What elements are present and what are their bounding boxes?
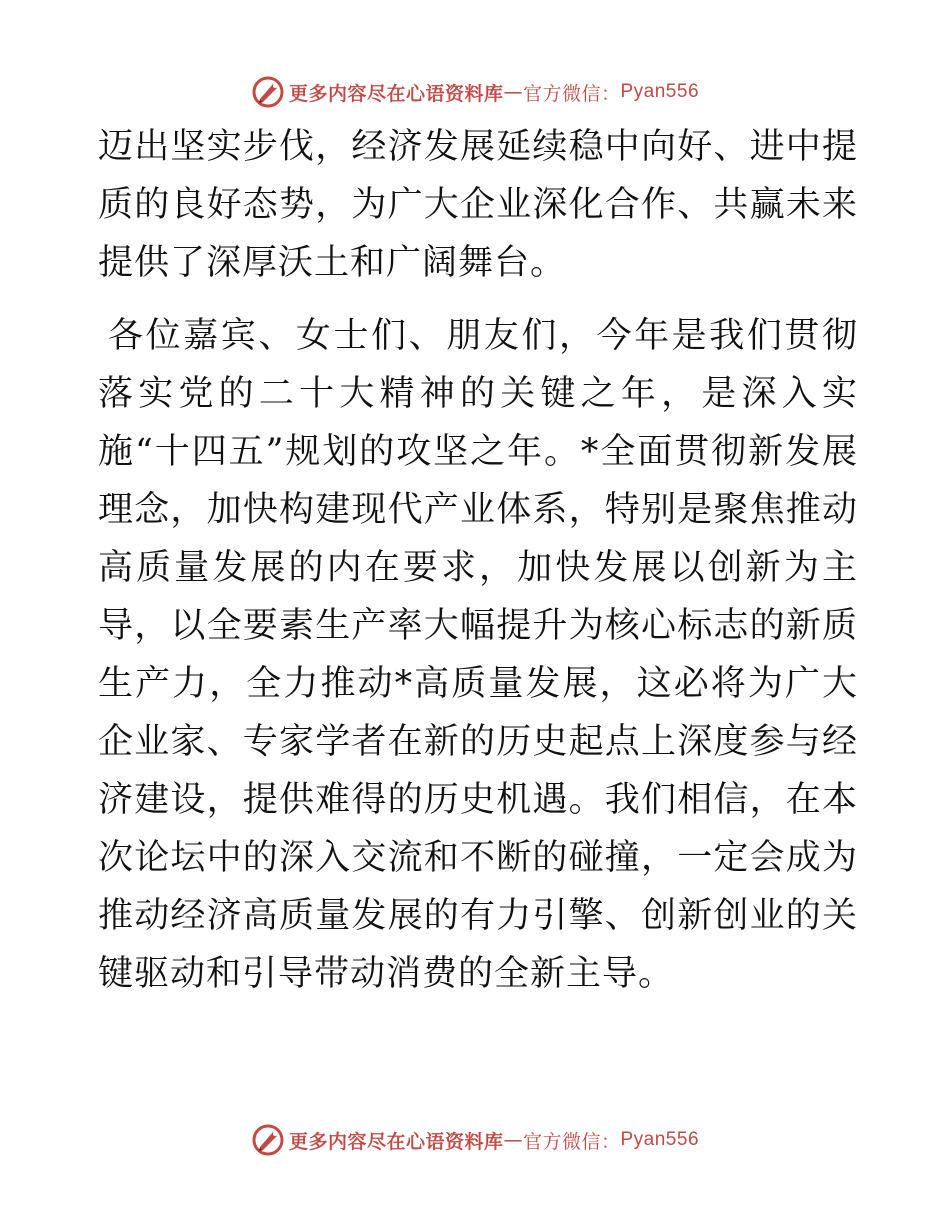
pen-nib-logo-icon: [251, 75, 285, 109]
footer-wechat-label: 官方微信：: [522, 1130, 621, 1153]
footer-wechat-id: Pyan556: [620, 1129, 700, 1150]
footer-separator: —: [503, 1129, 523, 1151]
header-main-text: 更多内容尽在心语资料库: [288, 82, 504, 105]
header-wechat-id: Pyan556: [620, 81, 700, 102]
header-wechat-label: 官方微信：: [522, 82, 621, 105]
footer-watermark-banner: [0, 1120, 950, 1160]
paragraph-2: 各位嘉宾、女士们、朋友们，今年是我们贯彻落实党的二十大精神的关键之年，是深入实施“十四五”规划的攻坚之年。*全面贯彻新发展理念，加快构建现代产业体系，特别是聚焦推动高质量发展的内在要求，加快发展以创新为主导，以全要素生产率大幅提升为核心标志的新质生产力，全力推动*高质量发展，这必将为广大企业家、专家学者在新的历史起点上深度参与经济建设，提供难得的历史机遇。我们相信，在本次论坛中的深入交流和不断的碰撞，一定会成为推动经济高质量发展的有力引擎、创新创业的关键驱动和引导带动消费的全新主导。: [98, 316, 858, 994]
header-watermark-banner: [0, 72, 950, 112]
pen-nib-logo-icon: [251, 1123, 285, 1157]
document-body: [98, 118, 858, 1003]
footer-main-text: 更多内容尽在心语资料库: [288, 1130, 504, 1153]
paragraph-1: 迈出坚实步伐，经济发展延续稳中向好、进中提质的良好态势，为广大企业深化合作、共赢未来提供了深厚沃土和广阔舞台。: [98, 127, 858, 283]
header-separator: —: [503, 81, 523, 103]
